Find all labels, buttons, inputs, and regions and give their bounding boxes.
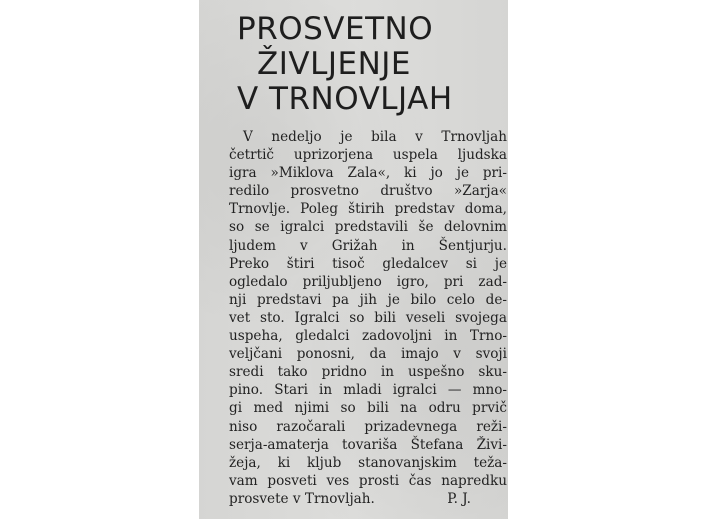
- headline-line: V TRNOVLJAH: [237, 81, 453, 117]
- body-line: redilo prosvetno društvo »Zarja«: [229, 183, 507, 200]
- body-line: gi med njimi so bili na odru prvič: [229, 400, 507, 417]
- headline-line: PROSVETNO: [237, 11, 434, 47]
- body-line: žeja, ki kljub stanovanjskim teža-: [229, 454, 507, 471]
- body-line: prosvete v Trnovljah.: [229, 490, 375, 507]
- body-line: nji predstavi pa jih je bilo celo de-: [229, 291, 507, 308]
- body-line: niso razočarali prizadevnega reži-: [229, 418, 507, 435]
- body-line-final: [229, 490, 507, 508]
- body-line: pino. Stari in mladi igralci — mno-: [229, 382, 507, 399]
- body-line: Trnovlje. Poleg štirih predstav doma,: [229, 201, 507, 218]
- author-signature: P. J.: [447, 490, 471, 507]
- body-line: V nedeljo je bila v Trnovljah: [243, 129, 507, 145]
- headline-line: ŽIVLJENJE: [257, 46, 412, 82]
- body-line: veljčani ponosni, da imajo v svoji: [229, 346, 507, 363]
- body-line: ljudem v Grižah in Šentjurju.: [229, 237, 507, 254]
- body-line: vam posveti ves prosti čas napredku: [229, 472, 507, 489]
- body-line: ogledalo priljubljeno igro, pri zad-: [229, 273, 507, 290]
- body-line: so se igralci predstavili še delovnim: [229, 219, 507, 236]
- article-headline: [199, 12, 508, 117]
- body-line: vet sto. Igralci so bili veseli svojega: [229, 309, 507, 326]
- body-line: Preko štiri tisoč gledalcev si je: [229, 255, 507, 272]
- newspaper-clipping: [199, 0, 508, 519]
- body-line: uspeha, gledalci zadovoljni in Trno-: [229, 328, 507, 345]
- body-line: četrtič uprizorjena uspela ljudska: [229, 147, 507, 164]
- body-line: serja-amaterja tovariša Štefana Živi-: [229, 436, 507, 453]
- body-line: igra »Miklova Zala«, ki jo je pri-: [229, 165, 507, 182]
- article-body: [229, 128, 507, 508]
- body-line: sredi tako pridno in uspešno sku-: [229, 364, 507, 381]
